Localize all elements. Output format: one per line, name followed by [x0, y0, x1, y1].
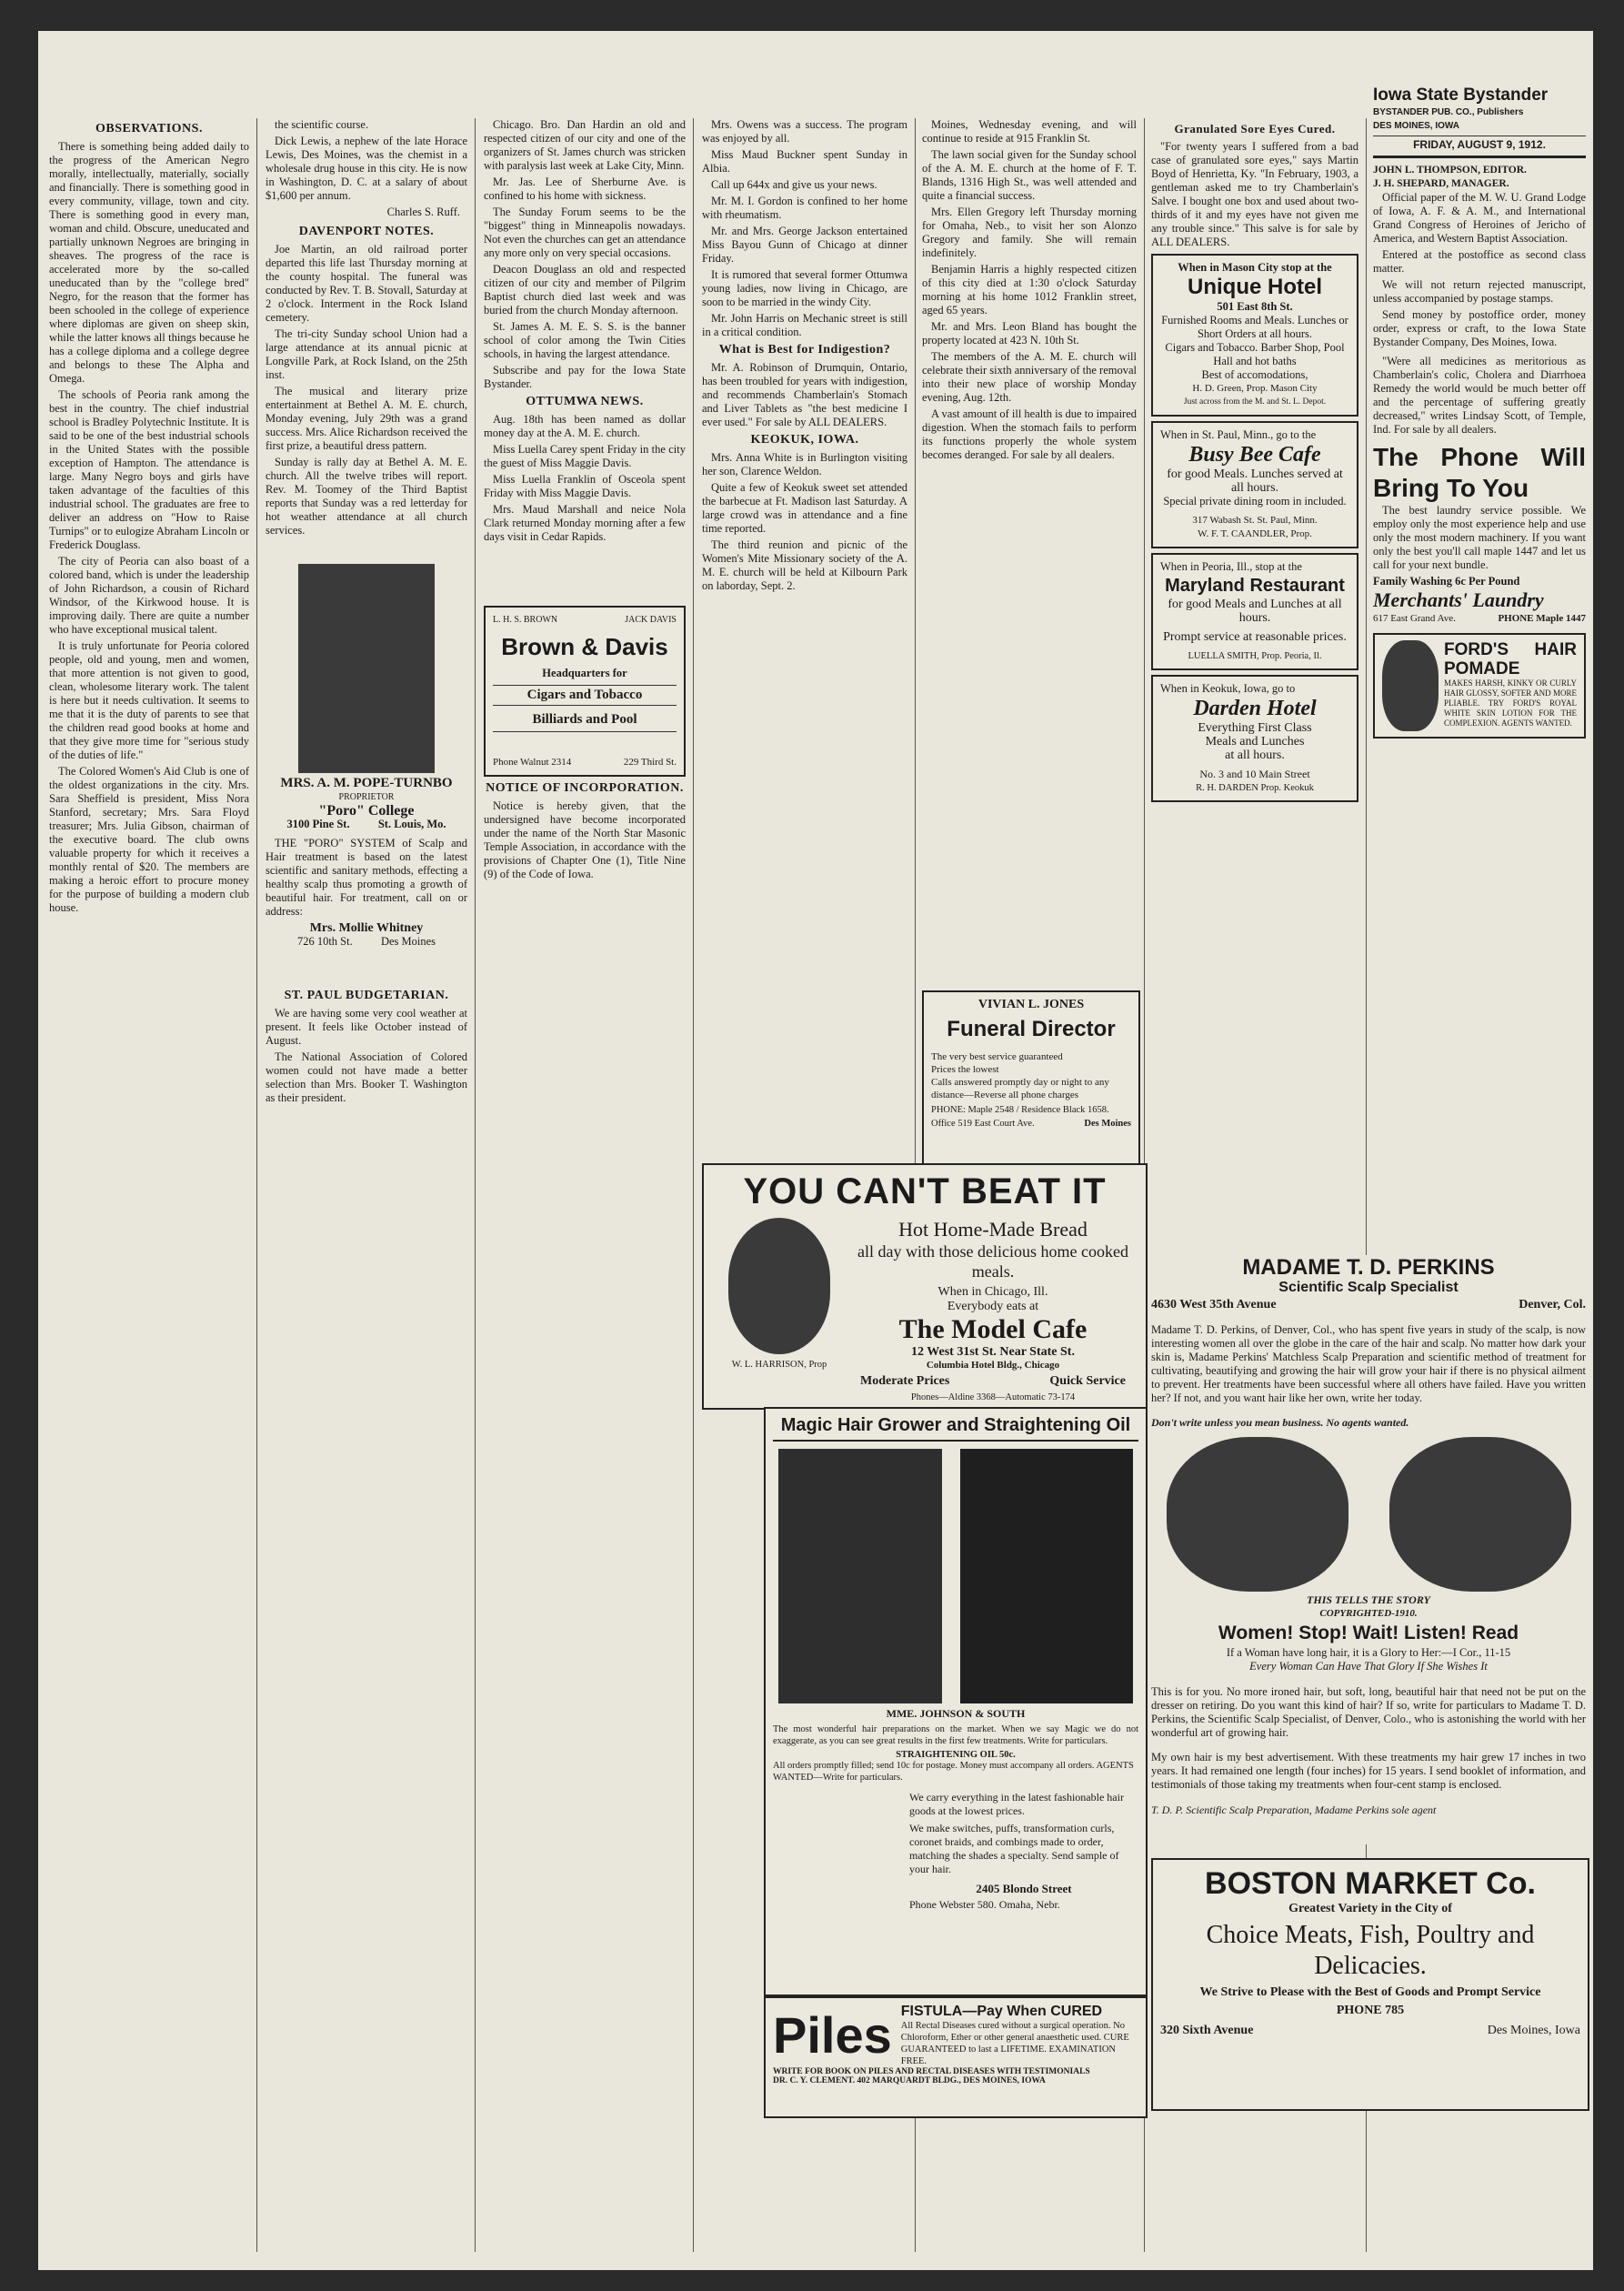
article-paragraph: "For twenty years I suffered from a bad case of granulated sore eyes," says Martin Boyd of Henrietta, Ky. "In February, 1903, a gentleman asked me to try Chamberlain's Salve. I bought one box and used about two-thirds of it and my eyes have not given me any trouble since." This salve is for sale by ALL DEALERS. [1151, 140, 1358, 248]
masthead-note: Official paper of the M. W. U. Grand Lodge of Iowa, A. F. & A. M., and International Grand Congress of Heroines of Jericho of America, and Western Baptist Association. [1373, 191, 1586, 245]
article-paragraph: There is something being added daily to the progress of the American Negro morally, intellectually, materially, socially and financially. There is something good in every community, village, town and city. There is something good in every man, woman and child. Obscure, uneducated and partially unknown Negroes are bringing in sheaves. The progress of the race is accelerated more by the so-called uneducated than by the "college bred" Negro, for the reason that the former has been schooled in the college of experience where diplomas are given on sheep skin, while the latter knows all things because he has a college diploma and a college degree and belongs to these The Alpha and Omega. [49, 140, 249, 385]
maryland-restaurant-ad [1151, 553, 1358, 670]
piles-ad [764, 1996, 1148, 2118]
masthead-publisher: BYSTANDER PUB. CO., Publishers [1373, 107, 1524, 117]
section-heading: OTTUMWA NEWS. [526, 395, 644, 408]
ad-address: 617 East Grand Ave. [1373, 613, 1456, 624]
ad-proprietor: H. D. Green, Prop. Mason City [1192, 383, 1318, 394]
model-cafe-ad [702, 1163, 1148, 1410]
ad-phone: PHONE Maple 1447 [1498, 613, 1586, 624]
ad-line: all day with those delicious home cooked meals. [857, 1242, 1128, 1281]
article-paragraph: Subscribe and pay for the Iowa State Bystander. [484, 364, 686, 390]
photo-copyright: COPYRIGHTED-1910. [1319, 1608, 1418, 1619]
ad-name: Merchants' Laundry [1373, 588, 1544, 611]
ad-proprietor: LUELLA SMITH, Prop. Peoria, Il. [1188, 651, 1322, 661]
ad-line: Everybody eats at [947, 1300, 1039, 1313]
ad-carry: We carry everything in the latest fashionable hair goods at the lowest prices. [909, 1791, 1124, 1817]
article-paragraph: "Were all medicines as meritorious as Chamberlain's colic, Cholera and Diarrhoea Remedy the world would be much better off and the percentage of suffering greatly decreased," writes Lindsay Scott, of Temple, Ind. For sale by all dealers. [1373, 355, 1586, 436]
masthead-place: DES MOINES, IOWA [1373, 121, 1460, 131]
article-paragraph: The tri-city Sunday school Union had a large attendance at its annual picnic at Longville Park, at Rock Island, on the 25th inst. [266, 327, 467, 381]
ad-address: No. 3 and 10 Main Street [1199, 768, 1310, 780]
ad-pre: When in St. Paul, Minn., go to the [1160, 428, 1317, 441]
ad-pre: When in Keokuk, Iowa, go to [1160, 682, 1296, 695]
darden-hotel-ad [1151, 675, 1358, 802]
ad-title: The Phone Will Bring To You [1373, 443, 1586, 502]
article-paragraph: The members of the A. M. E. church will celebrate their sixth anniversary of the removal into their new place of worship Monday evening, Aug. 12th. [922, 350, 1137, 404]
article-paragraph: The Sunday Forum seems to be the "biggest" thing in Minneapolis nowadays. Not even the churches can get an attendance any more only on very special occasions. [484, 206, 686, 259]
photo-caption: THIS TELLS THE STORY [1307, 1593, 1430, 1606]
section-heading: OBSERVATIONS. [95, 122, 203, 136]
laundry-ad [1373, 442, 1586, 626]
ad-address: 501 East 8th St. [1217, 300, 1293, 313]
article-paragraph: Miss Luella Carey spent Friday in the city the guest of Miss Maggie Davis. [484, 443, 686, 469]
article-paragraph: Deacon Douglass an old and respected citizen of our city and member of Pilgrim Baptist church died last week and was buried from the church Monday afternoon. [484, 263, 686, 317]
ad-proprietor: W. L. HARRISON, Prop [731, 1360, 827, 1370]
article-paragraph: The city of Peoria can also boast of a colored band, which is under the leadership of John Richardson, a cousin of Richard Windsor, of the Kirkwood house. It is improving daily. There are quite a number who have exceptional musical talent. [49, 555, 249, 636]
ad-building: Columbia Hotel Bldg., Chicago [926, 1360, 1060, 1371]
masthead [1373, 85, 1586, 158]
ad-title: Magic Hair Grower and Straightening Oil [773, 1414, 1138, 1442]
article-paragraph: Chicago. Bro. Dan Hardin an old and respected citizen of our city and one of the organizers of St. James church was stricken with paralysis last week at Lake City, Minn. [484, 118, 686, 172]
article-paragraph: Mrs. Ellen Gregory left Thursday morning for Omaha, Neb., to visit her son Alonzo Gregory and family. She will remain indefinitely. [922, 206, 1137, 259]
ad-line: Prices the lowest [931, 1064, 999, 1075]
ad-line: Prompt service at reasonable prices. [1163, 630, 1347, 644]
article-paragraph: Sunday is rally day at Bethel A. M. E. church. All the twelve tribes will report. Rev. M. Toomey of the Third Baptist reports that Sunday was a red letterday for hot weather attendance at all church services. [266, 456, 467, 537]
ad-city: Des Moines [1084, 1119, 1131, 1129]
article-paragraph: Call up 644x and give us your news. [711, 178, 877, 191]
ad-contact-address: 726 10th St. Des Moines [296, 935, 436, 948]
column-2 [266, 118, 467, 2250]
ad-text: All Rectal Diseases cured without a surgical operation. No Chloroform, Ether or other general anaesthetic used. CURE GUARANTEED to last a LIFETIME. EXAMINATION FREE. [900, 2021, 1129, 2066]
newspaper-page [38, 31, 1593, 2270]
article-paragraph: Dick Lewis, a nephew of the late Horace Lewis, Des Moines, was the chemist in a wholesale drug house in this city. He is now in Washington, D. C. at a salary of about $1,600 per annum. [266, 135, 467, 202]
column-rule [256, 118, 257, 2252]
magic-hair-ad [764, 1407, 1148, 1996]
article-paragraph: Moines, Wednesday evening, and will continue to reside at 915 Franklin St. [922, 118, 1137, 145]
fords-pomade-ad [1373, 633, 1586, 739]
masthead-title: Iowa State Bystander [1373, 85, 1549, 105]
ad-college: "Poro" College [318, 803, 415, 819]
article-paragraph: The Colored Women's Aid Club is one of the oldest organizations in the city. Mrs. Sara Sheffield is president, Miss Nora Stanford, secretary; Mrs. Sara Floyd treasurer; Mrs. Julia Gibson, chairman of the executive board. The club owns valuable property for which it receives a monthly rental of $20. The members are making a heroic effort to procure money for the purpose of building a modern club house. [49, 765, 249, 914]
section-heading: KEOKUK, IOWA. [750, 433, 859, 447]
ad-line: The very best service guaranteed [931, 1051, 1063, 1062]
ad-note: Don't write unless you mean business. No agents wanted. [1151, 1416, 1409, 1429]
section-heading: What is Best for Indigestion? [718, 343, 891, 357]
filler-text [702, 1400, 758, 1970]
article-paragraph: The musical and literary prize entertainment at Bethel A. M. E. church, Monday evening, July 29th was a grand success. Mrs. Alice Richardson received the first prize, a beautiful dress pattern. [266, 385, 467, 452]
article-paragraph: Miss Maud Buckner spent Sunday in Albia. [702, 148, 907, 175]
portrait-photo [1382, 640, 1439, 731]
brown-davis-ad [484, 606, 686, 777]
ad-title: Funeral Director [947, 1017, 1116, 1041]
ad-name: VIVIAN L. JONES [977, 998, 1085, 1011]
column-rule [475, 118, 476, 2252]
article-paragraph: Mrs. Maud Marshall and neice Nola Clark returned Monday morning after a few days visit in Cedar Rapids. [484, 503, 686, 543]
ad-proprietor: R. H. DARDEN Prop. Keokuk [1196, 783, 1314, 793]
masthead-note: We will not return rejected manuscript, unless accompanied by postage stamps. [1373, 278, 1586, 305]
ad-text: THE "PORO" SYSTEM of Scalp and Hair treatment is based on the latest scientific and sanitary methods, effecting a healthy scalp thus promoting a growth of beautiful hair. For treatment, call on or address: [266, 837, 467, 918]
ad-line: Best of accomodations, [1201, 368, 1308, 381]
article-paragraph: Mr. and Mrs. Leon Bland has bought the property located at 423 N. 10th St. [922, 320, 1137, 347]
article-paragraph: We are having some very cool weather at present. It feels like October instead of August. [266, 1007, 467, 1047]
ad-line: Hot Home-Made Bread [898, 1218, 1088, 1241]
portrait-photo [1167, 1437, 1348, 1592]
ad-city: Des Moines, Iowa [1487, 2024, 1580, 2037]
ad-line: Calls answered promptly day or night to any distance—Reverse all phone charges [931, 1077, 1109, 1100]
article-paragraph: A vast amount of ill health is due to impaired digestion. When the stomach fails to perform its functions properly the whole system becomes deranged. For sale by all dealers. [922, 407, 1137, 461]
ad-line: Family Washing 6c Per Pound [1373, 575, 1520, 588]
ad-line: We Strive to Please with the Best of Goods and Prompt Service [1199, 1985, 1541, 1999]
column-5 [922, 118, 1137, 660]
ad-price: STRAIGHTENING OIL 50c. [896, 1750, 1016, 1760]
masthead-date: FRIDAY, AUGUST 9, 1912. [1373, 136, 1586, 152]
column-6 [1151, 118, 1358, 1251]
ad-quote: If a Woman have long hair, it is a Glory to Her:—I Cor., 11-15 [1226, 1646, 1511, 1659]
ad-line: Cigars and Tobacco [493, 685, 677, 706]
section-heading: ST. PAUL BUDGETARIAN. [284, 989, 449, 1002]
boston-market-ad [1151, 1858, 1589, 2111]
ad-subtitle: Headquarters for [542, 667, 627, 679]
ad-address: 4630 West 35th Avenue [1151, 1298, 1277, 1311]
ad-name: The Model Cafe [898, 1314, 1088, 1344]
perkins-ad [1151, 1255, 1586, 1844]
section-heading: NOTICE OF INCORPORATION. [486, 781, 684, 795]
ad-title: MADAME T. D. PERKINS [1242, 1255, 1495, 1280]
ad-service: Quick Service [1049, 1374, 1126, 1388]
ad-address: 320 Sixth Avenue [1160, 2024, 1254, 2037]
ad-line: When in Chicago, Ill. [937, 1285, 1048, 1299]
portrait-photo [1389, 1437, 1571, 1592]
article-paragraph: Mrs. Owens was a success. The program was enjoyed by all. [702, 118, 907, 145]
masthead-manager: J. H. SHEPARD, MANAGER. [1373, 178, 1509, 189]
article-paragraph: Mr. and Mrs. George Jackson entertained Miss Bayou Gunn of Chicago at dinner Friday. [702, 225, 907, 265]
article-paragraph: Mr. Jas. Lee of Sherburne Ave. is confined to his home with sickness. [484, 176, 686, 202]
ad-text: The best laundry service possible. We employ only the most experience help and use only the most modern machinery. If you want only the best you'll call maple 1447 and let us call for your next bundle. [1373, 504, 1586, 571]
ad-doctor: DR. C. Y. CLEMENT. 402 MARQUARDT BLDG., DES MOINES, IOWA [773, 2076, 1046, 2085]
portrait-photo [298, 564, 435, 773]
column-3 [484, 118, 686, 2250]
column-7 [1373, 85, 1586, 1251]
ad-line: Everything First Class [1198, 721, 1312, 735]
article-paragraph: Mrs. Anna White is in Burlington visiting her son, Clarence Weldon. [702, 451, 907, 477]
ad-phone: Phone Walnut 2314 [493, 757, 572, 768]
ad-text: This is for you. No more ironed hair, but soft, long, beautiful hair that need not be put on the dresser on retiring. Do you want this kind of hair? If so, write for particulars to Madame T. D. Perkins, the Scientific Scalp Specialist, of Denver, Colo., who is astonishing the world with her wonderful art of growing hair. [1151, 1684, 1586, 1739]
ad-name: Unique Hotel [1188, 275, 1322, 299]
ad-address: 3100 Pine St. St. Louis, Mo. [286, 818, 446, 830]
section-heading: Granulated Sore Eyes Cured. [1174, 122, 1336, 136]
ad-footer: T. D. P. Scientific Scalp Preparation, Madame Perkins sole agent [1151, 1803, 1437, 1816]
ad-phone: PHONE: Maple 2548 / Residence Black 1658. [931, 1105, 1109, 1115]
ad-line: at all hours. [1225, 749, 1285, 762]
ad-prices: Moderate Prices [860, 1374, 950, 1388]
ad-address: 12 West 31st St. Near State St. [911, 1345, 1075, 1359]
ad-headline: YOU CAN'T BEAT IT [743, 1171, 1107, 1211]
ad-name: Darden Hotel [1193, 697, 1317, 720]
portrait-photo [728, 1218, 830, 1354]
article-paragraph: Mr. M. I. Gordon is confined to her home with rheumatism. [702, 195, 907, 221]
section-heading: DAVENPORT NOTES. [298, 225, 435, 238]
article-paragraph: Notice is hereby given, that the undersigned have become incorporated under the name of the North Star Masonic Temple Association, in accordance with the provisions of Chapter One (1), Title Nine (9) of the Code of Iowa. [484, 799, 686, 880]
article-paragraph: The lawn social given for the Sunday school of the A. M. E. church at the home of F. T. Blands, 1316 High St., was well attended and quite a financial success. [922, 148, 1137, 202]
ad-address: 317 Wabash St. St. Paul, Minn. [1192, 515, 1318, 526]
ad-proprietor: W. F. T. CAANDLER, Prop. [1198, 528, 1312, 539]
ad-text: Madame T. D. Perkins, of Denver, Col., who has spent five years in study of the scalp, is now interesting women all over the globe in the care of the hair and scalp. No matter how dark your skin is, Madame Perkins' Matchless Scalp Preparation and scientific method of treatment for cultivating, beautifying and growing the hair will grow your hair if there is no physical ailment to prevent. Her treatments have been successful where all others have failed. Have you written her? If not, and you want hair like her own, write her today. [1151, 1322, 1586, 1404]
article-paragraph: Benjamin Harris a highly respected citizen of this city died at 1:30 o'clock Saturday morning at his home 1012 Franklin street, aged 65 years. [922, 263, 1137, 317]
ad-phones: Phones—Aldine 3368—Automatic 73-174 [910, 1392, 1076, 1402]
ad-address: 229 Third St. [623, 757, 677, 768]
ad-text: The most wonderful hair preparations on the market. When we say Magic we do not exaggerate, as you can see great results in the first few treatments. Write for particulars. [773, 1724, 1138, 1746]
ad-line: Cigars and Tobacco. Barber Shop, Pool Hall and hot baths [1165, 341, 1345, 367]
ad-text: My own hair is my best advertisement. With these treatments my hair grew 17 inches in two years. It had remained one length (four inches) for 15 years. I send booklet of information, and testimonials of those taking my treatments when four-cent stamp is enclosed. [1151, 1751, 1586, 1791]
masthead-note: Entered at the postoffice as second class matter. [1373, 248, 1586, 275]
ad-fistula: FISTULA—Pay When CURED [900, 2004, 1103, 2019]
ad-orders: All orders promptly filled; send 10c for postage. Money must accompany all orders. AGENTS WANTED—Write for particulars. [773, 1761, 1134, 1783]
portrait-photo [960, 1449, 1133, 1703]
column-1 [49, 118, 249, 2250]
column-4 [702, 118, 907, 660]
article-paragraph: Miss Luella Franklin of Osceola spent Friday with Miss Maggie Davis. [484, 473, 686, 499]
column-rule [693, 118, 694, 2252]
unique-hotel-ad [1151, 254, 1358, 417]
portrait-photo [778, 1449, 942, 1703]
article-paragraph: Mr. John Harris on Mechanic street is still in a critical condition. [702, 312, 907, 338]
masthead-note: Send money by postoffice order, money order, express or craft, to the Iowa State Bystander Company, Des Moines, Iowa. [1373, 308, 1586, 348]
busy-bee-ad [1151, 421, 1358, 548]
ad-note: Just across from the M. and St. L. Depot. [1183, 397, 1327, 407]
ad-name-right: JACK DAVIS [625, 615, 677, 625]
masthead-editor: JOHN L. THOMPSON, EDITOR. [1373, 165, 1527, 176]
ad-line: Special private dining room in included. [1163, 495, 1347, 507]
article-paragraph: Aug. 18th has been named as dollar money day at the A. M. E. church. [484, 413, 686, 439]
ad-subtitle: Greatest Variety in the City of [1288, 1902, 1452, 1915]
ad-subtitle: Scientific Scalp Specialist [1278, 1280, 1459, 1295]
ad-phone: PHONE 785 [1336, 2004, 1405, 2017]
article-paragraph: St. James A. M. E. S. S. is the banner school of color among the Twin Cities schools, in having the largest attendance. [484, 320, 686, 360]
byline: Charles S. Ruff. [386, 206, 460, 218]
article-paragraph: Mr. A. Robinson of Drumquin, Ontario, has been troubled for years with indigestion, and recommends Chamberlain's Stomach and Liver Tablets as "the best medicine I ever used." For sale by ALL DEALERS. [702, 361, 907, 428]
funeral-director-ad [922, 990, 1140, 1172]
ad-write: WRITE FOR BOOK ON PILES AND RECTAL DISEASES WITH TESTIMONIALS [773, 2067, 1090, 2076]
ad-title: BOSTON MARKET Co. [1205, 1866, 1536, 1901]
ad-text: MAKES HARSH, KINKY OR CURLY HAIR GLOSSY, SOFTER AND MORE PLIABLE. TRY FORD'S ROYAL WHITE SKIN LOTION FOR THE COMPLEXION. AGENTS WANTED. [1444, 678, 1577, 728]
ad-pre: When in Peoria, Ill., stop at the [1160, 560, 1302, 573]
ad-line: for good Meals. Lunches served at all hours. [1167, 467, 1343, 495]
article-paragraph: The National Association of Colored women could not have made a better selection than Mrs. Booker T. Washington as their president. [266, 1050, 467, 1104]
ad-office: Office 519 East Court Ave. [931, 1119, 1035, 1129]
article-paragraph: The third reunion and picnic of the Women's Mite Missionary society of the A. M. E. church will be held at Kilbourn Park on laborday, Sept. 2. [702, 538, 907, 592]
ad-title: FORD'S HAIR POMADE [1444, 640, 1577, 678]
article-paragraph: Quite a few of Keokuk sweet set attended the barbecue at Ft. Madison last Saturday. A large crowd was in attendance and a fine time reported. [702, 481, 907, 535]
ad-line: Choice Meats, Fish, Poultry and Delicacies. [1206, 1921, 1535, 1980]
ad-quote: Every Woman Can Have That Glory If She Wishes It [1249, 1660, 1488, 1673]
ad-phone: Phone Webster 580. Omaha, Nebr. [909, 1898, 1060, 1911]
ad-name-left: L. H. S. BROWN [493, 615, 558, 625]
article-paragraph: It is rumored that several former Ottumwa young ladies, now living in Chicago, are soon to be married in the windy City. [702, 268, 907, 308]
ad-line: Meals and Lunches [1205, 735, 1305, 749]
ad-city: Denver, Col. [1519, 1298, 1586, 1311]
ad-name: Busy Bee Cafe [1188, 443, 1321, 467]
article-paragraph: the scientific course. [275, 118, 369, 131]
ad-make: We make switches, puffs, transformation curls, coronet braids, and combings made to order, matching the shades a specialty. Send sample of your hair. [909, 1822, 1119, 1875]
ad-headline: Women! Stop! Wait! Listen! Read [1218, 1623, 1519, 1643]
ad-line: Furnished Rooms and Meals. Lunches or Short Orders at all hours. [1161, 314, 1348, 340]
article-paragraph: The schools of Peoria rank among the best in the country. The chief industrial school is Bradley Polytechnic Institute. It is said to be one of the best industrial schools in the United States with the possible exception of Hampton. The attendance is large. Many Negro boys and girls have taken advantage of the faculties of this industrial school. The graduates are free to deliver an address on "How to Raise Turnips" or to eulogize Abraham Lincoln or Frederick Douglass. [49, 388, 249, 551]
ad-title: Piles [773, 2006, 892, 2064]
ad-caption: MRS. A. M. POPE-TURNBO [280, 776, 453, 790]
ad-caption: MME. JOHNSON & SOUTH [886, 1707, 1026, 1720]
ad-title: Brown & Davis [501, 633, 668, 660]
article-paragraph: It is truly unfortunate for Peoria colored people, old and young, men and women, that more attention is not given to good, clean, wholesome literary work. The talent is here but it needs cultivation. It seems to me that it is the duty of parents to see that the children read good books at home and that they give more time for "serious study of the duties of life." [49, 639, 249, 761]
ad-pre: When in Mason City stop at the [1178, 261, 1332, 274]
ad-address: 2405 Blondo Street [976, 1882, 1072, 1895]
ad-proprietor: PROPRIETOR [338, 792, 395, 802]
ad-line: Billiards and Pool [493, 710, 677, 732]
ad-line: for good Meals and Lunches at all hours. [1168, 598, 1342, 625]
ad-contact: Mrs. Mollie Whitney [309, 921, 424, 935]
article-paragraph: Joe Martin, an old railroad porter departed this life last Thursday morning at the county hospital. The funeral was conducted by Rev. T. B. Stovall, Saturday at 2 o'clock. Interment in the Rock Island cemetery. [266, 243, 467, 324]
ad-name: Maryland Restaurant [1165, 576, 1345, 596]
